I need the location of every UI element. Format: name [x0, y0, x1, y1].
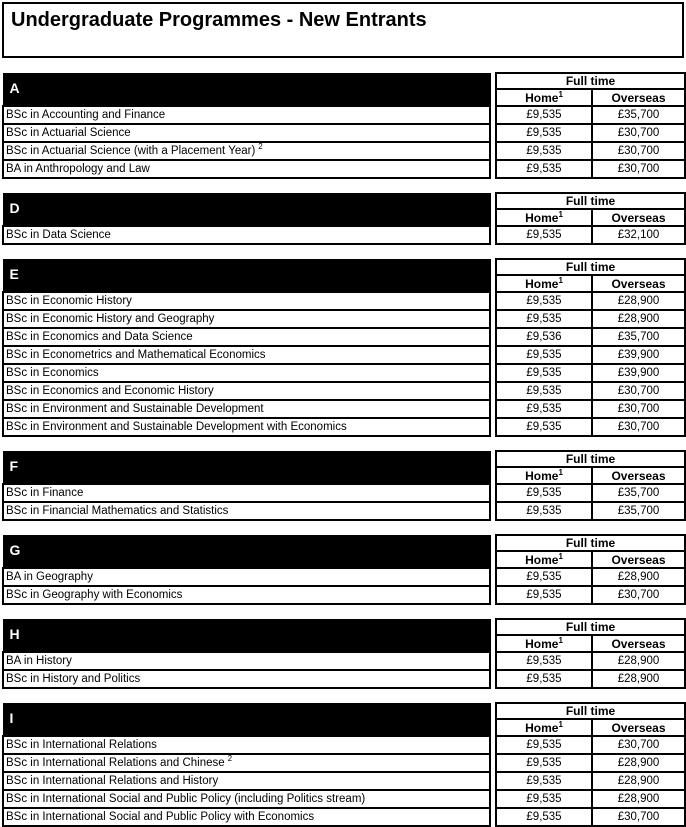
overseas-fee-cell: £30,700: [592, 418, 685, 436]
overseas-fee-cell: £35,700: [592, 502, 685, 520]
column-header-full-time: Full time: [496, 619, 685, 635]
programme-row: [3, 670, 685, 688]
programme-name-cell: [3, 790, 490, 808]
programme-row: [3, 382, 685, 400]
programme-name: BSc in Data Science: [6, 229, 111, 241]
overseas-fee-cell: £28,900: [592, 652, 685, 670]
programme-name-cell: [3, 568, 490, 586]
fee-section: [2, 534, 684, 605]
programme-row: [3, 484, 685, 502]
programme-name-cell: [3, 736, 490, 754]
sections-root: [0, 72, 686, 827]
programme-name: BSc in Economics: [6, 367, 99, 379]
column-header-overseas: Overseas: [592, 89, 685, 106]
home-fee-cell: £9,535: [496, 790, 592, 808]
programme-name-cell: [3, 772, 490, 790]
overseas-fee-cell: £35,700: [592, 484, 685, 502]
section-header-row-1: [3, 451, 685, 467]
column-header-full-time: Full time: [496, 73, 685, 89]
section-table: [2, 702, 686, 827]
home-fee-cell: £9,535: [496, 106, 592, 124]
column-header-home: [496, 209, 592, 226]
footnote-marker: 2: [258, 142, 263, 152]
programme-name-cell: [3, 484, 490, 502]
programme-name: BSc in Environment and Sustainable Development: [6, 403, 264, 415]
programme-row: [3, 346, 685, 364]
programme-name-cell: [3, 124, 490, 142]
home-fee-cell: £9,535: [496, 418, 592, 436]
overseas-fee-cell: £35,700: [592, 328, 685, 346]
programme-name-cell: [3, 142, 490, 160]
section-table: [2, 534, 686, 605]
column-header-full-time: Full time: [496, 259, 685, 275]
column-header-home: [496, 467, 592, 484]
programme-row: [3, 568, 685, 586]
home-fee-cell: £9,535: [496, 502, 592, 520]
section-letter: D: [3, 193, 490, 226]
programme-name: BSc in International Relations and History: [6, 775, 219, 787]
document-page: [0, 2, 686, 823]
programme-name-cell: [3, 160, 490, 178]
programme-row: [3, 790, 685, 808]
section-header-row-1: [3, 73, 685, 89]
home-footnote-marker: 1: [558, 635, 563, 645]
programme-name: BSc in Economics and Economic History: [6, 385, 214, 397]
section-header-row-1: [3, 703, 685, 719]
page-title: Undergraduate Programmes - New Entrants: [11, 9, 427, 31]
home-footnote-marker: 1: [558, 719, 563, 729]
programme-name-cell: [3, 106, 490, 124]
home-fee-cell: £9,535: [496, 160, 592, 178]
overseas-fee-cell: £30,700: [592, 736, 685, 754]
programme-name: BSc in Economics and Data Science: [6, 331, 193, 343]
programme-name-cell: [3, 652, 490, 670]
home-fee-cell: £9,536: [496, 328, 592, 346]
overseas-fee-cell: £39,900: [592, 364, 685, 382]
column-header-home: [496, 635, 592, 652]
programme-name-cell: [3, 808, 490, 826]
programme-row: [3, 418, 685, 436]
programme-row: [3, 292, 685, 310]
home-fee-cell: £9,535: [496, 292, 592, 310]
section-letter: A: [3, 73, 490, 106]
programme-name-cell: [3, 400, 490, 418]
home-label: Home: [525, 276, 559, 291]
column-header-full-time: Full time: [496, 193, 685, 209]
column-header-overseas: Overseas: [592, 635, 685, 652]
programme-row: [3, 502, 685, 520]
section-letter: F: [3, 451, 490, 484]
programme-row: [3, 124, 685, 142]
programme-row: [3, 754, 685, 772]
home-fee-cell: £9,535: [496, 226, 592, 244]
programme-name: BSc in Actuarial Science (with a Placement Year): [6, 145, 256, 157]
section-header-row-1: [3, 535, 685, 551]
column-header-home: [496, 275, 592, 292]
home-footnote-marker: 1: [558, 275, 563, 285]
programme-name-cell: [3, 364, 490, 382]
programme-name-cell: [3, 226, 490, 244]
fee-section: [2, 702, 684, 827]
programme-row: [3, 586, 685, 604]
overseas-fee-cell: £28,900: [592, 754, 685, 772]
programme-row: [3, 328, 685, 346]
home-label: Home: [525, 210, 559, 225]
programme-name-cell: [3, 328, 490, 346]
overseas-fee-cell: £30,700: [592, 382, 685, 400]
programme-row: [3, 106, 685, 124]
column-header-home: [496, 719, 592, 736]
fee-section: [2, 192, 684, 245]
programme-row: [3, 772, 685, 790]
home-fee-cell: £9,535: [496, 568, 592, 586]
programme-name: BSc in History and Politics: [6, 673, 141, 685]
section-header-row-1: [3, 193, 685, 209]
overseas-fee-cell: £28,900: [592, 790, 685, 808]
section-letter: G: [3, 535, 490, 568]
programme-name: BSc in Financial Mathematics and Statistics: [6, 505, 229, 517]
section-table: [2, 450, 686, 521]
home-fee-cell: £9,535: [496, 142, 592, 160]
programme-row: [3, 160, 685, 178]
programme-name-cell: [3, 310, 490, 328]
programme-row: [3, 736, 685, 754]
programme-name: BSc in Econometrics and Mathematical Economics: [6, 349, 266, 361]
fee-section: [2, 258, 684, 437]
home-fee-cell: £9,535: [496, 346, 592, 364]
overseas-fee-cell: £32,100: [592, 226, 685, 244]
column-header-full-time: Full time: [496, 703, 685, 719]
programme-name-cell: [3, 754, 490, 772]
programme-name-cell: [3, 586, 490, 604]
section-table: [2, 258, 686, 437]
overseas-fee-cell: £35,700: [592, 106, 685, 124]
home-label: Home: [525, 720, 559, 735]
section-letter: E: [3, 259, 490, 292]
column-header-full-time: Full time: [496, 451, 685, 467]
home-footnote-marker: 1: [558, 467, 563, 477]
section-letter: H: [3, 619, 490, 652]
home-fee-cell: £9,535: [496, 364, 592, 382]
section-table: [2, 72, 686, 179]
home-footnote-marker: 1: [558, 551, 563, 561]
section-table: [2, 618, 686, 689]
section-header-row-1: [3, 259, 685, 275]
home-label: Home: [525, 636, 559, 651]
programme-name: BSc in International Social and Public Policy with Economics: [6, 811, 315, 823]
home-fee-cell: £9,535: [496, 808, 592, 826]
programme-name: BSc in Economic History: [6, 295, 132, 307]
home-fee-cell: £9,535: [496, 772, 592, 790]
programme-name: BSc in Actuarial Science: [6, 127, 131, 139]
fee-section: [2, 618, 684, 689]
programme-name-cell: [3, 670, 490, 688]
column-header-overseas: Overseas: [592, 209, 685, 226]
column-header-overseas: Overseas: [592, 551, 685, 568]
column-header-full-time: Full time: [496, 535, 685, 551]
programme-name: BA in Anthropology and Law: [6, 163, 150, 175]
home-fee-cell: £9,535: [496, 652, 592, 670]
home-fee-cell: £9,535: [496, 484, 592, 502]
footnote-marker: 2: [227, 754, 233, 764]
overseas-fee-cell: £30,700: [592, 124, 685, 142]
programme-name: BSc in Economic History and Geography: [6, 313, 215, 325]
programme-name-cell: [3, 418, 490, 436]
programme-name-cell: [3, 502, 490, 520]
programme-row: [3, 808, 685, 826]
column-header-overseas: Overseas: [592, 467, 685, 484]
overseas-fee-cell: £28,900: [592, 670, 685, 688]
overseas-fee-cell: £28,900: [592, 772, 685, 790]
programme-name: BSc in Environment and Sustainable Development with Economics: [6, 421, 347, 433]
section-table: [2, 192, 686, 245]
programme-row: [3, 400, 685, 418]
home-fee-cell: £9,535: [496, 124, 592, 142]
overseas-fee-cell: £39,900: [592, 346, 685, 364]
overseas-fee-cell: £28,900: [592, 310, 685, 328]
fee-section: [2, 450, 684, 521]
section-letter: I: [3, 703, 490, 736]
programme-name: BSc in Geography with Economics: [6, 589, 183, 601]
programme-row: [3, 142, 685, 160]
programme-name: BA in History: [6, 655, 72, 667]
home-footnote-marker: 1: [558, 209, 563, 219]
section-header-row-1: [3, 619, 685, 635]
home-fee-cell: £9,535: [496, 400, 592, 418]
home-fee-cell: £9,535: [496, 736, 592, 754]
home-label: Home: [525, 552, 559, 567]
programme-name: BSc in Finance: [6, 487, 84, 499]
programme-name: BSc in International Relations and Chinese: [6, 757, 225, 769]
page-title-box: [2, 2, 684, 58]
column-header-overseas: Overseas: [592, 275, 685, 292]
overseas-fee-cell: £30,700: [592, 400, 685, 418]
overseas-fee-cell: £28,900: [592, 568, 685, 586]
overseas-fee-cell: £28,900: [592, 292, 685, 310]
home-label: Home: [525, 468, 559, 483]
programme-row: [3, 364, 685, 382]
overseas-fee-cell: £30,700: [592, 586, 685, 604]
programme-row: [3, 652, 685, 670]
programme-name: BSc in International Social and Public Policy (including Politics stream): [6, 793, 366, 805]
home-fee-cell: £9,535: [496, 670, 592, 688]
column-header-home: [496, 89, 592, 106]
column-header-home: [496, 551, 592, 568]
home-fee-cell: £9,535: [496, 754, 592, 772]
programme-row: [3, 310, 685, 328]
overseas-fee-cell: £30,700: [592, 808, 685, 826]
programme-name-cell: [3, 382, 490, 400]
home-fee-cell: £9,535: [496, 586, 592, 604]
programme-row: [3, 226, 685, 244]
overseas-fee-cell: £30,700: [592, 160, 685, 178]
fee-section: [2, 72, 684, 179]
programme-name-cell: [3, 346, 490, 364]
home-fee-cell: £9,535: [496, 382, 592, 400]
home-label: Home: [525, 90, 559, 105]
home-footnote-marker: 1: [558, 89, 563, 99]
programme-name: BSc in International Relations: [6, 739, 157, 751]
programme-name-cell: [3, 292, 490, 310]
overseas-fee-cell: £30,700: [592, 142, 685, 160]
column-header-overseas: Overseas: [592, 719, 685, 736]
programme-name: BSc in Accounting and Finance: [6, 109, 166, 121]
home-fee-cell: £9,535: [496, 310, 592, 328]
programme-name: BA in Geography: [6, 571, 93, 583]
